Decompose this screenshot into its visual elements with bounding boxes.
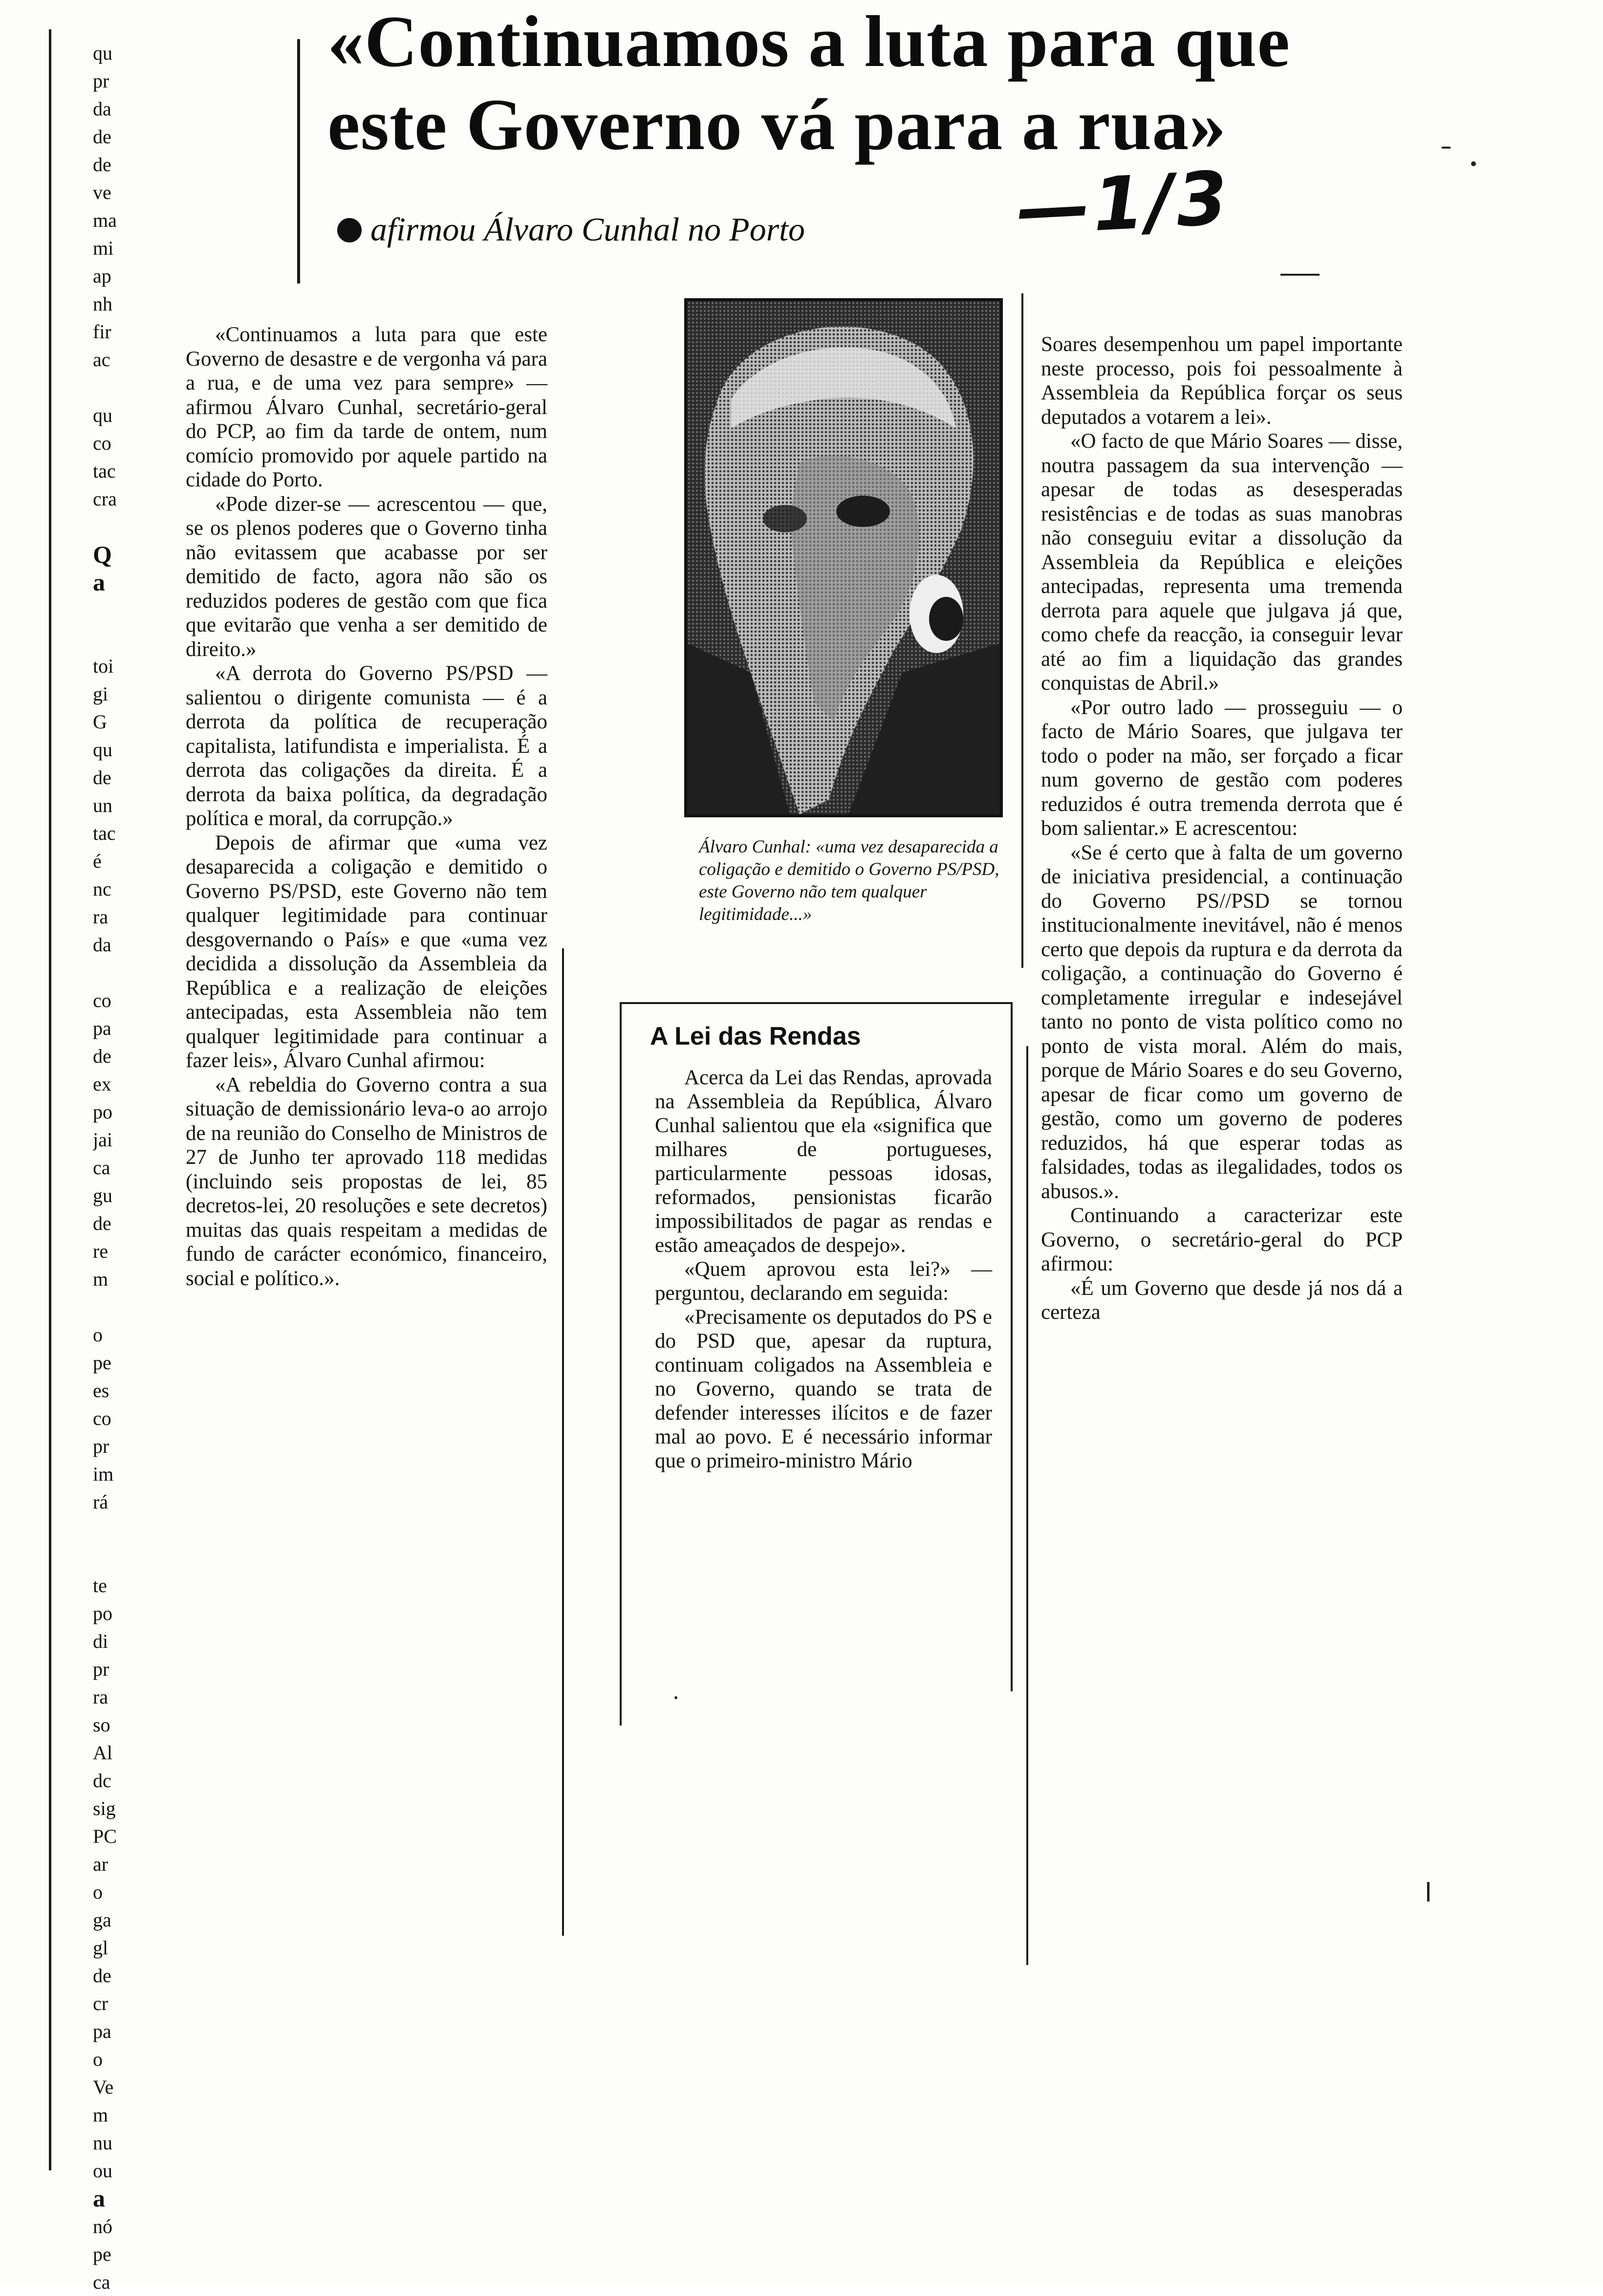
left-edge-fragment: cr [93,1992,108,2014]
left-edge-fragment: ga [93,1909,111,1931]
left-edge-fragment: a [93,2185,105,2212]
left-edge-fragment: fir [93,321,111,343]
left-edge-fragment: o [93,1881,103,1903]
left-edge-fragment: toi [93,655,114,677]
left-edge-fragment: ca [93,1157,110,1179]
left-edge-fragment: im [93,1463,114,1485]
left-edge-fragment: pr [93,1658,109,1680]
left-edge-fragment: pr [93,1435,109,1457]
headline-line-2: este Governo vá para a rua» [327,84,1227,165]
left-edge-fragment: po [93,1602,112,1624]
left-edge-fragment: ma [93,209,117,231]
scan-speck [1442,147,1451,149]
left-edge-fragment [93,1516,132,1544]
left-edge-fragment: a [93,569,105,596]
scan-speck [1471,161,1476,166]
left-edge-fragment [93,624,132,652]
left-edge-fragment: sig [93,1797,116,1819]
left-edge-fragment [93,959,132,986]
column-3-paragraph: «É um Governo que desde já nos dá a certeza [1041,1276,1403,1324]
column-3-paragraph: «Por outro lado — prosseguiu — o facto de Mário Soares, que julgava ter todo o poder na mão, ser forçado a ficar num governo de gestão com poderes reduzidos é outra tremenda derrota que é bom salientar.» E acrescentou: [1041,696,1403,840]
left-edge-fragment: m [93,2104,108,2126]
left-edge-fragment: pa [93,1017,111,1039]
left-edge-fragment: ca [93,2271,110,2293]
left-edge-fragment: de [93,1045,111,1067]
column-3-paragraph: «Se é certo que à falta de um governo de iniciativa presidencial, a continuação do Governo PS//PSD se tornou institucionalmente inevitável, não é menos certo que depois da ruptura e da derrota da coligação, a continuação do Governo é completamente irregular e indesejável tanto no ponto de vista político como no ponto de vista moral. Além do mais, porque de Mário Soares e do seu Governo, apesar de ficar como um governo de gestão, como um governo de poderes reduzidos, há que esperar todas as falsidades, todas as ilegalidades, todos os abusos.». [1041,841,1403,1203]
left-edge-fragment: tac [93,460,116,482]
left-edge-fragment [93,1293,132,1321]
left-edge-fragment: pe [93,2243,111,2265]
column-3-paragraph: Continuando a caracterizar este Governo, o secretário-geral do PCP afirmou: [1041,1204,1403,1275]
left-edge-fragment: nh [93,293,112,315]
left-edge-fragment: co [93,1407,111,1429]
scan-speck [674,1696,677,1699]
box-paragraph: «Quem aprovou esta lei?» — perguntou, declarando em seguida: [655,1258,992,1305]
left-edge-fragment: de [93,126,111,148]
left-edge-fragment: tac [93,822,116,844]
left-edge-fragment: da [93,934,111,956]
left-edge-fragment: PC [93,1825,117,1847]
subheadline [337,210,805,249]
article-column-3 [1041,332,1403,1325]
box-title: A Lei das Rendas [650,1022,861,1050]
left-edge-fragment: es [93,1379,109,1401]
left-edge-fragment: nc [93,878,111,900]
left-edge-column-rule [49,29,51,2170]
bullet-dot-icon [337,218,362,242]
left-edge-fragment: te [93,1574,107,1596]
box-body [655,1066,992,1473]
left-edge-fragment: de [93,1965,111,1987]
left-edge-fragment: un [93,794,112,816]
left-edge-fragment: gu [93,1184,112,1206]
left-edge-fragment: ex [93,1073,111,1095]
left-edge-fragment: de [93,153,111,175]
scan-speck [1280,274,1320,276]
headline-vertical-rule [297,39,300,284]
box-paragraph: «Precisamente os deputados do PS e do PSD que, apesar da ruptura, continuam coligados na Assembleia e no Governo, quando se trata de defender interesses ilícitos e de fazer mal ao povo. E é necessário informar que o primeiro-ministro Mário [655,1306,992,1472]
left-edge-fragment: nu [93,2132,112,2154]
left-edge-fragment: ra [93,906,108,928]
left-edge-fragment: Q [93,541,112,568]
left-edge-fragment: pa [93,2020,111,2042]
box-paragraph: Acerca da Lei das Rendas, aprovada na Assembleia da República, Álvaro Cunhal salientou que ela «significa que milhares de portugueses, particularmente pessoas idosas, reformados, pensionistas ficarão impossibilitados de pagar as rendas e estão ameaçados de despejo». [655,1066,992,1257]
left-edge-fragment: o [93,2048,103,2070]
headline [327,0,1549,166]
left-edge-fragment: é [93,850,102,872]
left-edge-fragment: ar [93,1853,108,1875]
left-edge-fragment: da [93,98,111,120]
left-edge-fragment: G [93,711,107,733]
left-edge-fragment: qu [93,404,112,426]
left-edge-fragment: nó [93,2215,112,2237]
left-edge-fragment: co [93,989,111,1011]
left-edge-fragment: po [93,1101,112,1123]
left-edge-fragment: co [93,432,111,454]
box-left-rule [620,1002,622,1726]
left-edge-fragment: re [93,1240,108,1262]
left-edge-fragment: Ve [93,2076,114,2098]
column-1-paragraph: «A rebeldia do Governo contra a sua situação de demissionário leva-o ao arrojo de na reunião do Conselho de Ministros de 27 de Junho ter aprovado 118 medidas (incluindo seis propostas de lei, 85 decretos-lei, 20 resoluções e sete decretos) muitas das quais respeitam a medidas de fundo de carácter económico, financeiro, social e político.». [186,1073,547,1290]
left-edge-fragment: pe [93,1352,111,1374]
photo-caption: Álvaro Cunhal: «uma vez desaparecida a coligação e demitido o Governo PS/PSD, este Governo não tem qualquer legitimidade...» [699,837,999,924]
left-edge-fragment: ou [93,2160,112,2182]
scan-speck [1427,1882,1430,1902]
left-edge-fragment: qu [93,42,112,64]
photo-column-rule [1021,293,1023,968]
left-edge-fragment: rá [93,1491,108,1513]
left-edge-fragment: de [93,766,111,788]
column-3-paragraph: Soares desempenhou um papel importante neste processo, pois foi pessoalmente à Assembleia da República forçar os seus deputados a votarem a lei». [1041,333,1403,429]
column-1-paragraph: «A derrota do Governo PS/PSD — salientou o dirigente comunista — é a derrota da política de recuperação capitalista, latifundista e imperialista. É a derrota das coligações da direita. É a derrota da baixa política, da degradação política e moral, da corrupção.» [186,662,547,830]
left-edge-fragment [93,1544,132,1572]
portrait-halftone-image [687,301,1000,814]
left-edge-fragment: cra [93,488,117,510]
column-1-paragraph: Depois de afirmar que «uma vez desaparecida a coligação e demitido o Governo PS/PSD, este Governo não tem qualquer legitimidade para continuar desgovernando o País» e que «uma vez decidida a dissolução da Assembleia da República e a realização de eleições antecipadas, esta Assembleia não tem qualquer legitimidade para continuar a fazer leis», Álvaro Cunhal afirmou: [186,831,547,1072]
left-edge-fragment: ap [93,265,111,287]
left-edge-fragment: pr [93,70,109,92]
column-3-paragraph: «O facto de que Mário Soares — disse, noutra passagem da sua intervenção — apesar de todas as desesperadas resistências e de todas as suas manobras não conseguiu evitar a dissolução da Assembleia da República e eleições antecipadas, representa uma tremenda derrota para aquele que julgava já que, como chefe da reacção, ia conseguir levar até ao fim a liquidação das grandes conquistas de Abril.» [1041,430,1403,695]
left-edge-fragment: o [93,1324,103,1346]
left-edge-fragment [93,513,132,541]
left-edge-fragment: di [93,1630,108,1652]
left-edge-fragment: so [93,1714,110,1736]
headline-line-1: «Continuamos a luta para que [327,1,1291,82]
left-edge-fragment: gi [93,683,108,705]
left-edge-cut-column [93,39,132,2296]
handwritten-page-mark: —1/3 [1014,155,1233,252]
left-edge-fragment [93,373,132,401]
portrait-photo [684,298,1003,817]
left-edge-fragment: mi [93,237,114,259]
left-edge-fragment: ra [93,1686,108,1708]
left-edge-fragment: gl [93,1937,108,1959]
box-right-rule [1011,1002,1013,1691]
left-edge-fragment: Al [93,1742,112,1764]
subheadline-text: afirmou Álvaro Cunhal no Porto [370,211,805,248]
column-1-paragraph: «Pode dizer-se — acrescentou — que, se os plenos poderes que o Governo tinha não evitassem que acabasse por ser demitido de facto, agora não são os reduzidos poderes de gestão com que fica que evitarão que venha a ser demitido de direito.» [186,492,547,661]
column-3-rule [1026,1046,1028,1965]
box-top-rule [621,1002,1012,1004]
left-edge-fragment [93,596,132,624]
article-column-1 [186,323,547,1290]
column-1-paragraph: «Continuamos a luta para que este Governo de desastre e de vergonha vá para a rua, e de uma vez para sempre» — afirmou Álvaro Cunhal, secretário-geral do PCP, ao fim da tarde de ontem, num comício promovido por aquele partido na cidade do Porto. [186,323,547,491]
left-edge-fragment: m [93,1268,108,1290]
column-1-rule [562,948,564,1936]
left-edge-fragment: ac [93,349,110,371]
left-edge-fragment: dc [93,1770,111,1792]
left-edge-fragment: ve [93,181,111,203]
left-edge-fragment: de [93,1212,111,1234]
left-edge-fragment: qu [93,739,112,761]
left-edge-fragment: jai [93,1129,112,1151]
